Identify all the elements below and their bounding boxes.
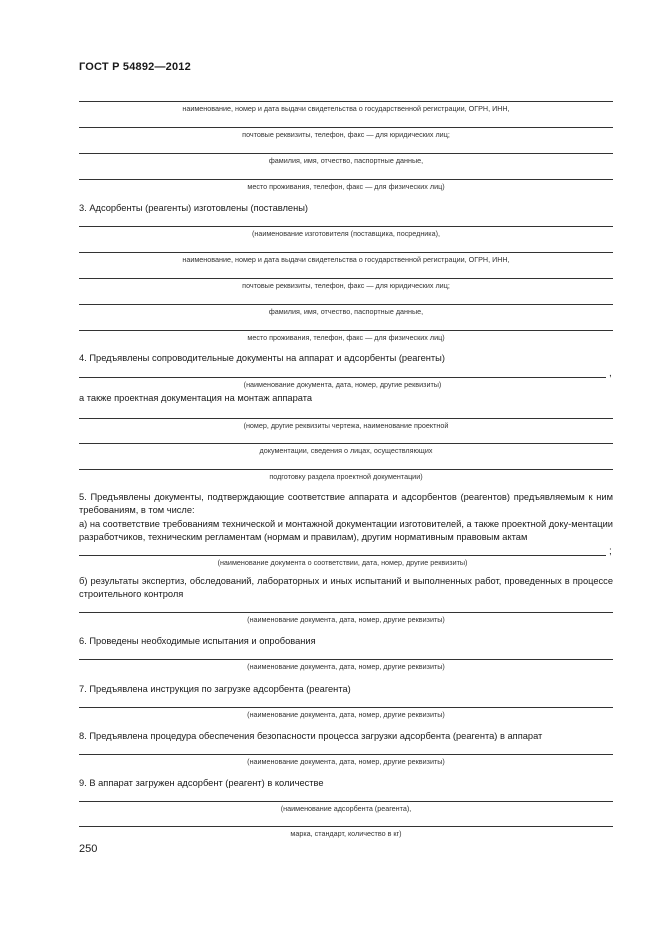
field-caption: (наименование документа, дата, номер, другие реквизиты) <box>247 757 445 766</box>
fill-line[interactable] <box>79 801 613 802</box>
item-9-text: 9. В аппарат загружен адсорбент (реагент) в количестве <box>79 778 324 788</box>
fill-line[interactable] <box>79 179 613 180</box>
field-caption: (наименование документа, дата, номер, другие реквизиты) <box>247 615 445 624</box>
field-caption: наименование, номер и дата выдачи свидетельства о государственной регистрации, ОГРН, ИНН, <box>182 104 510 113</box>
fill-line[interactable] <box>79 330 613 331</box>
field-caption: марка, стандарт, количество в кг) <box>290 829 402 838</box>
item-6-text: 6. Проведены необходимые испытания и опробования <box>79 636 316 646</box>
fill-line[interactable] <box>79 252 613 253</box>
fill-line[interactable] <box>79 659 613 660</box>
standard-header: ГОСТ Р 54892—2012 <box>79 61 191 73</box>
item-5-text: 5. Предъявлены документы, подтверждающие соответствие аппарата и адсорбентов (реагентов) предъявляемым к ним требованиям, в том числе: <box>79 492 613 515</box>
page-number: 250 <box>79 843 98 855</box>
fill-line[interactable] <box>79 377 606 378</box>
item-5a-text: а) на соответствие требованиям технической и монтажной документации изготовителей, а также проектной доку-ментации разработчиков, техническим регламентам (нормам и правилам), другим нормативным правовым актам <box>79 519 613 542</box>
fill-line[interactable] <box>79 226 613 227</box>
field-caption: (номер, другие реквизиты чертежа, наименование проектной <box>243 421 449 430</box>
fill-line[interactable] <box>79 304 613 305</box>
fill-line[interactable] <box>79 826 613 827</box>
item-7-text: 7. Предъявлена инструкция по загрузке адсорбента (реагента) <box>79 684 351 694</box>
field-caption: (наименование документа о соответствии, дата, номер, другие реквизиты) <box>217 558 468 567</box>
item-3-text: 3. Адсорбенты (реагенты) изготовлены (поставлены) <box>79 203 308 213</box>
field-caption: (наименование изготовителя (поставщика, посредника), <box>251 229 440 238</box>
fill-line[interactable] <box>79 707 613 708</box>
line-semicolon: ; <box>609 546 612 557</box>
item-8-text: 8. Предъявлена процедура обеспечения безопасности процесса загрузки адсорбента (реагента) в аппарат <box>79 731 543 741</box>
field-caption: место проживания, телефон, факс — для физических лиц) <box>247 182 445 191</box>
fill-line[interactable] <box>79 153 613 154</box>
fill-line[interactable] <box>79 443 613 444</box>
field-caption: (наименование документа, дата, номер, другие реквизиты) <box>243 380 442 389</box>
fill-line[interactable] <box>79 101 613 102</box>
field-caption: (наименование документа, дата, номер, другие реквизиты) <box>247 710 445 719</box>
field-caption: подготовку раздела проектной документации) <box>269 472 423 481</box>
fill-line[interactable] <box>79 555 606 556</box>
item-4-text: 4. Предъявлены сопроводительные документы на аппарат и адсорбенты (реагенты) <box>79 353 445 363</box>
field-caption: почтовые реквизиты, телефон, факс — для юридических лиц; <box>242 281 450 290</box>
field-caption: наименование, номер и дата выдачи свидетельства о государственной регистрации, ОГРН, ИНН, <box>182 255 510 264</box>
field-caption: фамилия, имя, отчество, паспортные данные, <box>268 156 424 165</box>
field-caption: фамилия, имя, отчество, паспортные данные, <box>268 307 424 316</box>
fill-line[interactable] <box>79 127 613 128</box>
line-comma: , <box>609 368 612 379</box>
fill-line[interactable] <box>79 754 613 755</box>
field-caption: (наименование адсорбента (реагента), <box>280 804 412 813</box>
field-caption: документации, сведения о лицах, осуществляющих <box>259 446 433 455</box>
fill-line[interactable] <box>79 469 613 470</box>
fill-line[interactable] <box>79 278 613 279</box>
fill-line[interactable] <box>79 418 613 419</box>
field-caption: почтовые реквизиты, телефон, факс — для юридических лиц; <box>242 130 450 139</box>
item-5b-text: б) результаты экспертиз, обследований, лабораторных и иных испытаний и выполненных работ, проведенных в процессе строительного контроля <box>79 576 613 599</box>
item-4b-text: а также проектная документация на монтаж аппарата <box>79 393 313 403</box>
field-caption: место проживания, телефон, факс — для физических лиц) <box>247 333 445 342</box>
field-caption: (наименование документа, дата, номер, другие реквизиты) <box>247 662 445 671</box>
fill-line[interactable] <box>79 612 613 613</box>
